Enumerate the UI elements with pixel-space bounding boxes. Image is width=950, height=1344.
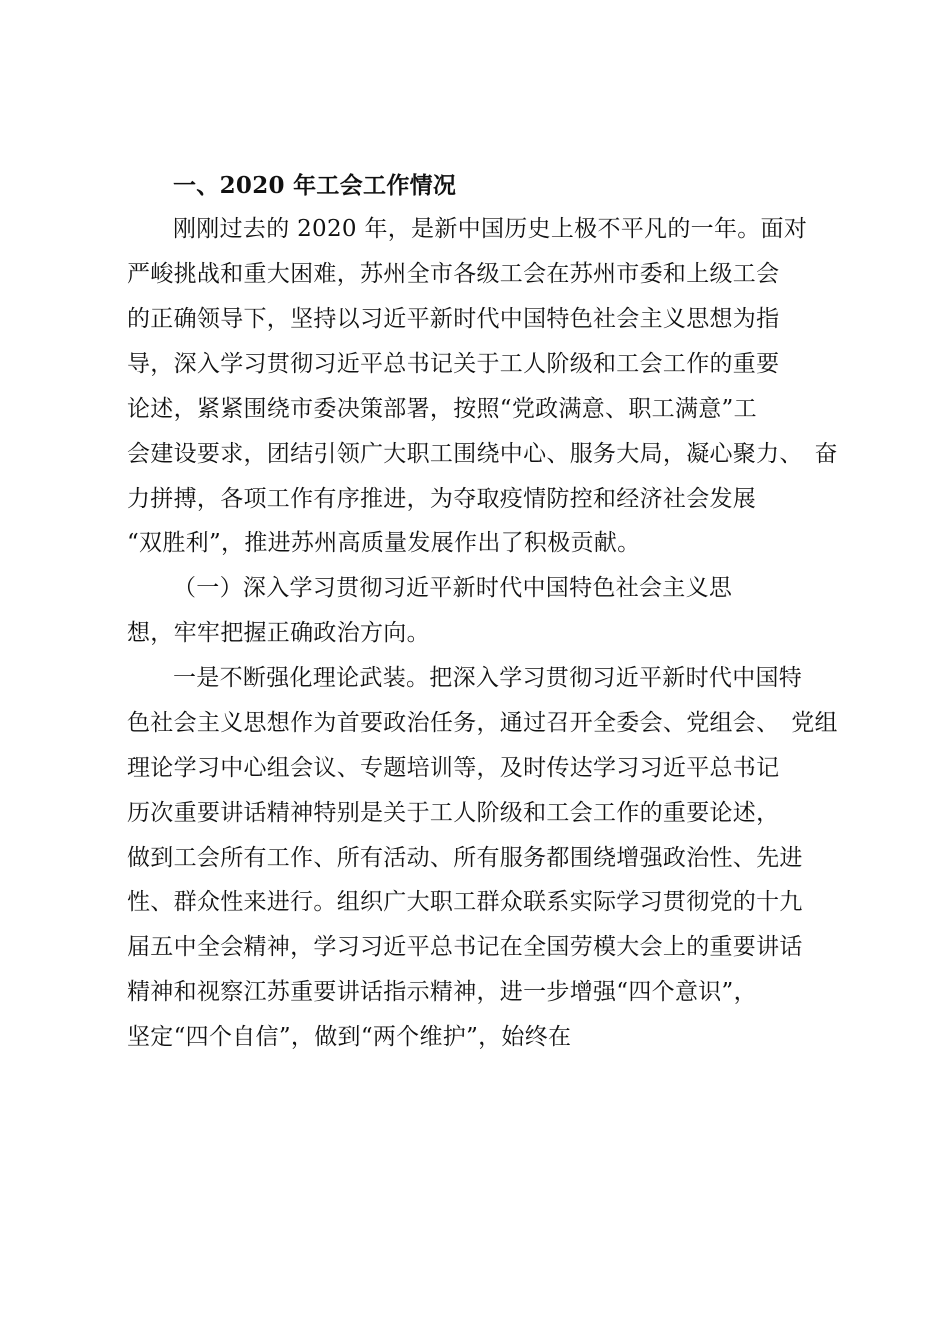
paragraph-line: 刚刚过去的 2020 年，是新中国历史上极不平凡的一年。面对: [173, 216, 808, 242]
paragraph-line: 的正确领导下，坚持以习近平新时代中国特色社会主义思想为指: [127, 306, 780, 332]
paragraph-line: 会建设要求，团结引领广大职工围绕中心、服务大局，凝心聚力、 奋: [127, 441, 838, 467]
paragraph-line: 历次重要讲话精神特别是关于工人阶级和工会工作的重要论述，: [127, 800, 780, 826]
paragraph-line: 论述，紧紧围绕市委决策部署，按照“党政满意、职工满意”工: [127, 396, 757, 422]
paragraph-line: 届五中全会精神，学习习近平总书记在全国劳模大会上的重要讲话: [127, 934, 803, 960]
paragraph-line: 一是不断强化理论武装。把深入学习贯彻习近平新时代中国特: [173, 665, 803, 691]
paragraph-line: 坚定“四个自信”，做到“两个维护”，始终在: [127, 1024, 572, 1050]
paragraph-line: 严峻挑战和重大困难，苏州全市各级工会在苏州市委和上级工会: [127, 261, 780, 287]
section-heading: 一、2020 年工会工作情况: [173, 172, 457, 199]
paragraph-line: 色社会主义思想作为首要政治任务，通过召开全委会、党组会、 党组: [127, 710, 838, 736]
paragraph-line: “双胜利”，推进苏州高质量发展作出了积极贡献。: [127, 530, 641, 556]
paragraph-line: 理论学习中心组会议、专题培训等，及时传达学习习近平总书记: [127, 755, 780, 781]
subheading-line: 想，牢牢把握正确政治方向。: [127, 620, 430, 646]
paragraph-line: 性、群众性来进行。组织广大职工群众联系实际学习贯彻党的十九: [127, 889, 803, 915]
paragraph-line: 做到工会所有工作、所有活动、所有服务都围绕增强政治性、先进: [127, 845, 803, 871]
paragraph-line: 导，深入学习贯彻习近平总书记关于工人阶级和工会工作的重要: [127, 351, 780, 377]
paragraph-line: 精神和视察江苏重要讲话指示精神，进一步增强“四个意识”，: [127, 979, 757, 1005]
subheading-line: （一）深入学习贯彻习近平新时代中国特色社会主义思: [173, 575, 733, 601]
paragraph-line: 力拼搏，各项工作有序推进，为夺取疫情防控和经济社会发展: [127, 486, 757, 512]
